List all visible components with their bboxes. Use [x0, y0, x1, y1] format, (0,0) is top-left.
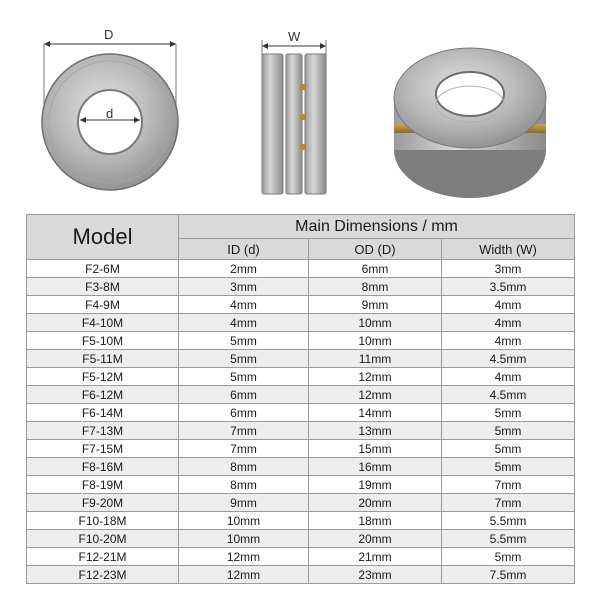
table-header: [27, 215, 575, 260]
width-cell: 5mm: [442, 440, 575, 458]
id-cell: 3mm: [179, 278, 309, 296]
width-cell: 4mm: [442, 368, 575, 386]
model-cell: F8-19M: [27, 476, 179, 494]
id-cell: 7mm: [179, 422, 309, 440]
model-cell: F6-12M: [27, 386, 179, 404]
width-cell: 3.5mm: [442, 278, 575, 296]
od-cell: 19mm: [309, 476, 442, 494]
id-cell: 8mm: [179, 458, 309, 476]
table-row: [27, 512, 575, 530]
model-cell: F7-15M: [27, 440, 179, 458]
table-row: [27, 278, 575, 296]
table-row: [27, 530, 575, 548]
model-cell: F2-6M: [27, 260, 179, 278]
id-cell: 5mm: [179, 332, 309, 350]
model-cell: F12-23M: [27, 566, 179, 584]
model-cell: F6-14M: [27, 404, 179, 422]
id-cell: 5mm: [179, 368, 309, 386]
table-row: [27, 548, 575, 566]
id-cell: 7mm: [179, 440, 309, 458]
id-cell: 12mm: [179, 548, 309, 566]
table-row: [27, 314, 575, 332]
id-cell: 5mm: [179, 350, 309, 368]
od-cell: 14mm: [309, 404, 442, 422]
width-cell: 7.5mm: [442, 566, 575, 584]
id-cell: 4mm: [179, 314, 309, 332]
width-cell: 4mm: [442, 296, 575, 314]
width-cell: 7mm: [442, 494, 575, 512]
width-cell: 4.5mm: [442, 350, 575, 368]
od-cell: 9mm: [309, 296, 442, 314]
id-cell: 8mm: [179, 476, 309, 494]
od-cell: 18mm: [309, 512, 442, 530]
od-cell: 11mm: [309, 350, 442, 368]
od-cell: 12mm: [309, 368, 442, 386]
model-cell: F5-11M: [27, 350, 179, 368]
table-row: [27, 260, 575, 278]
table-row: [27, 422, 575, 440]
width-cell: 4.5mm: [442, 386, 575, 404]
model-cell: F8-16M: [27, 458, 179, 476]
side-view-bearing: [262, 40, 326, 194]
table-row: [27, 332, 575, 350]
model-cell: F9-20M: [27, 494, 179, 512]
width-label: W: [288, 29, 301, 44]
table-row: [27, 494, 575, 512]
width-cell: 3mm: [442, 260, 575, 278]
od-cell: 13mm: [309, 422, 442, 440]
model-column-header: Model: [27, 215, 179, 260]
product-illustrations: [0, 0, 600, 212]
id-cell: 6mm: [179, 404, 309, 422]
table-row: [27, 566, 575, 584]
id-cell: 9mm: [179, 494, 309, 512]
model-cell: F12-21M: [27, 548, 179, 566]
od-cell: 16mm: [309, 458, 442, 476]
table-row: [27, 296, 575, 314]
id-cell: 2mm: [179, 260, 309, 278]
model-cell: F4-9M: [27, 296, 179, 314]
table-row: [27, 368, 575, 386]
table-body: [27, 260, 575, 584]
width-cell: 4mm: [442, 332, 575, 350]
width-cell: 5mm: [442, 458, 575, 476]
model-cell: F10-20M: [27, 530, 179, 548]
id-cell: 4mm: [179, 296, 309, 314]
od-cell: 20mm: [309, 494, 442, 512]
id-cell: 12mm: [179, 566, 309, 584]
main-dimensions-header: Main Dimensions / mm: [179, 215, 575, 239]
width-cell: 5.5mm: [442, 530, 575, 548]
id-cell: 6mm: [179, 386, 309, 404]
od-cell: 6mm: [309, 260, 442, 278]
table-row: [27, 440, 575, 458]
inner-diameter-label: d: [106, 106, 114, 121]
table-row: [27, 458, 575, 476]
width-cell: 5mm: [442, 404, 575, 422]
od-column-header: OD (D): [309, 239, 442, 260]
od-cell: 21mm: [309, 548, 442, 566]
od-cell: 20mm: [309, 530, 442, 548]
model-cell: F4-10M: [27, 314, 179, 332]
model-cell: F5-10M: [27, 332, 179, 350]
od-cell: 10mm: [309, 314, 442, 332]
table-row: [27, 404, 575, 422]
od-cell: 23mm: [309, 566, 442, 584]
od-cell: 8mm: [309, 278, 442, 296]
dimensions-table: [26, 214, 575, 584]
width-cell: 5.5mm: [442, 512, 575, 530]
outer-diameter-label: D: [104, 27, 114, 42]
table-row: [27, 476, 575, 494]
table-row: [27, 350, 575, 368]
model-cell: F7-13M: [27, 422, 179, 440]
od-cell: 10mm: [309, 332, 442, 350]
id-column-header: ID (d): [179, 239, 309, 260]
perspective-view-bearing: [394, 48, 546, 198]
model-cell: F5-12M: [27, 368, 179, 386]
model-cell: F10-18M: [27, 512, 179, 530]
od-cell: 12mm: [309, 386, 442, 404]
width-cell: 5mm: [442, 422, 575, 440]
od-cell: 15mm: [309, 440, 442, 458]
id-cell: 10mm: [179, 530, 309, 548]
width-cell: 4mm: [442, 314, 575, 332]
width-cell: 7mm: [442, 476, 575, 494]
width-column-header: Width (W): [442, 239, 575, 260]
width-cell: 5mm: [442, 548, 575, 566]
model-cell: F3-8M: [27, 278, 179, 296]
id-cell: 10mm: [179, 512, 309, 530]
table-row: [27, 386, 575, 404]
